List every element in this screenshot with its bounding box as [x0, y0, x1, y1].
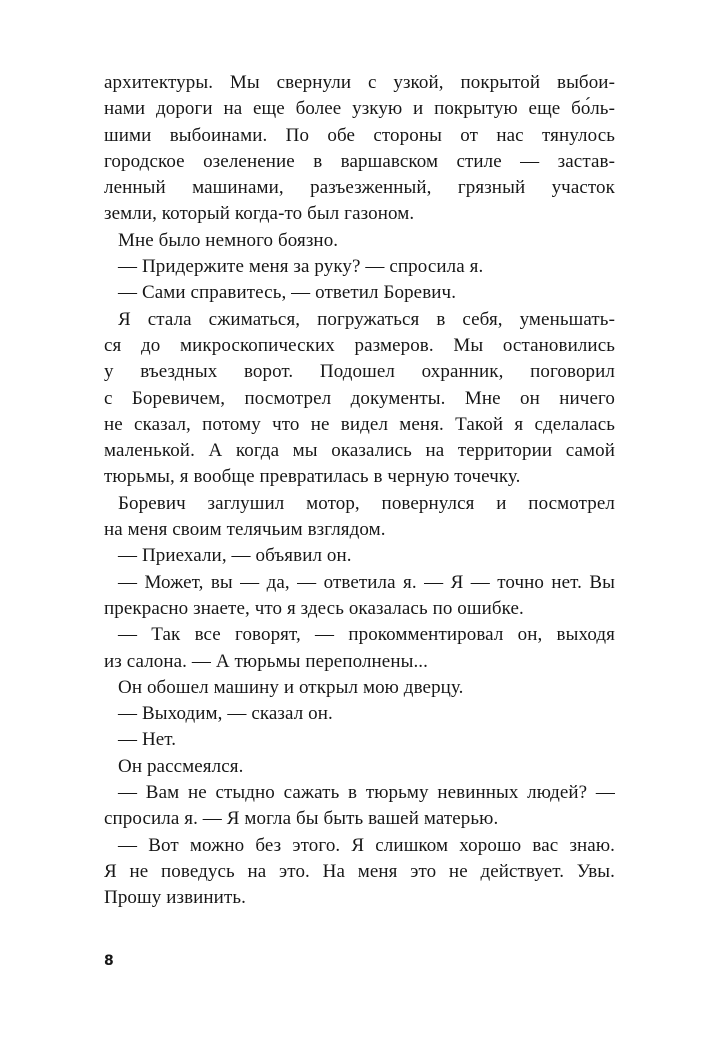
paragraph [104, 675, 615, 701]
text-line: — Может, вы — да, — ответила я. — Я — точно нет. Вы [118, 571, 615, 593]
text-line: не сказал, потому что не видел меня. Такой я сделалась [104, 413, 615, 435]
text-line: с Боревичем, посмотрел документы. Мне он ничего [104, 387, 615, 409]
text-line: — Придержите меня за руку? — спросила я. [118, 256, 484, 278]
text-line: Я стала сжиматься, погружаться в себя, уменьшать- [118, 308, 615, 330]
paragraph [104, 570, 615, 623]
paragraph [104, 622, 615, 675]
text-line: городское озеленение в варшавском стиле — застав- [104, 150, 615, 172]
text-line: земли, который когда-то был газоном. [104, 203, 415, 225]
text-line: Я не поведусь на это. На меня это не действует. Увы. [104, 860, 615, 882]
paragraph [104, 833, 615, 912]
text-line: — Нет. [118, 729, 177, 751]
paragraph [104, 307, 615, 491]
paragraph [104, 543, 615, 569]
page-text [104, 70, 615, 912]
text-line: нами дороги на еще более узкую и покрытую еще бо́ль- [104, 98, 615, 120]
paragraph [104, 727, 615, 753]
text-line: прекрасно знаете, что я здесь оказалась по ошибке. [104, 597, 524, 619]
text-line: Боревич заглушил мотор, повернулся и посмотрел [118, 492, 615, 514]
paragraph [104, 280, 615, 306]
text-line: — Приехали, — объявил он. [118, 545, 352, 567]
text-line: шими выбоинами. По обе стороны от нас тянулось [104, 124, 615, 146]
text-line: у въездных ворот. Подошел охранник, поговорил [104, 361, 615, 383]
text-line: ленный машинами, разъезженный, грязный участок [104, 177, 615, 199]
paragraph [104, 254, 615, 280]
text-line: — Вам не стыдно сажать в тюрьму невинных людей? — [118, 782, 615, 804]
text-line: Прошу извинить. [104, 887, 246, 909]
paragraph [104, 780, 615, 833]
text-line: Мне было немного боязно. [118, 229, 339, 251]
paragraph [104, 228, 615, 254]
text-line: тюрьмы, я вообще превратилась в черную точечку. [104, 466, 521, 488]
paragraph [104, 701, 615, 727]
text-line: — Вот можно без этого. Я слишком хорошо вас знаю. [118, 834, 615, 856]
page-number: 8 [104, 953, 114, 969]
text-line: — Выходим, — сказал он. [118, 703, 333, 725]
text-line: архитектуры. Мы свернули с узкой, покрытой выбои- [104, 72, 615, 93]
text-line: — Так все говорят, — прокомментировал он, выходя [118, 624, 615, 646]
text-line: из салона. — А тюрьмы переполнены... [104, 650, 429, 672]
paragraph [104, 70, 615, 228]
text-line: — Сами справитесь, — ответил Боревич. [118, 282, 457, 304]
text-line: спросила я. — Я могла бы быть вашей матерью. [104, 808, 499, 830]
text-line: Он обошел машину и открыл мою дверцу. [118, 676, 464, 698]
text-line: ся до микроскопических размеров. Мы остановились [104, 334, 615, 356]
paragraph [104, 491, 615, 544]
text-line: Он рассмеялся. [118, 755, 244, 777]
paragraph [104, 754, 615, 780]
text-line: маленькой. А когда мы оказались на территории самой [104, 440, 615, 462]
text-line: на меня своим телячьим взглядом. [104, 519, 386, 541]
